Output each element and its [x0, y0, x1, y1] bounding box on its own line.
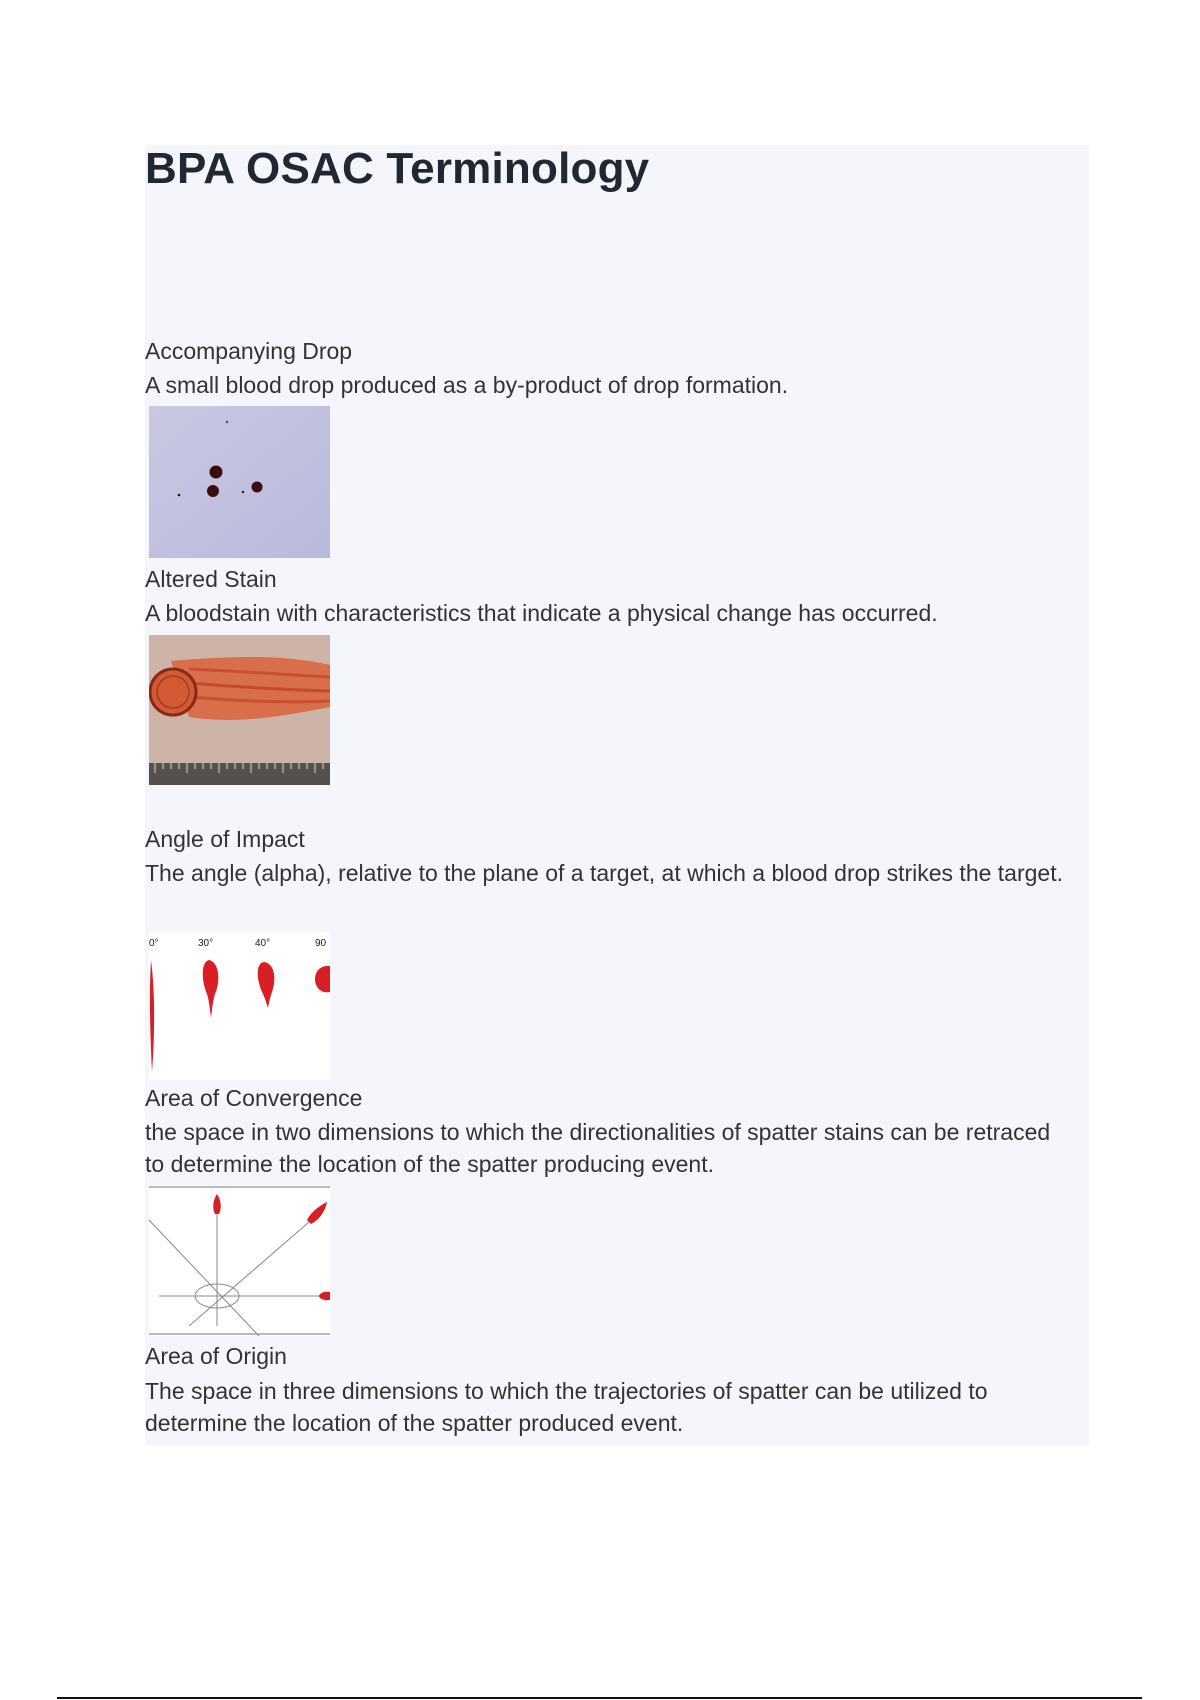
- definition-area-of-convergence: the space in two dimensions to which the directionalities of spatter stains can be retraced to determine the location of the spatter producing event.: [145, 1119, 1051, 1177]
- term-angle-of-impact: Angle of Impact: [145, 826, 305, 852]
- angle-of-impact-drawing: [149, 932, 330, 1080]
- definition-accompanying-drop: A small blood drop produced as a by-product of drop formation.: [145, 372, 789, 398]
- bottom-divider: [57, 1697, 1142, 1699]
- angle-label-30: 30°: [198, 938, 214, 949]
- angle-label-0: 0°: [149, 938, 159, 949]
- altered-stain-photo-drawing: [149, 635, 330, 785]
- term-area-of-convergence: Area of Convergence: [145, 1085, 363, 1111]
- term-area-of-origin: Area of Origin: [145, 1343, 287, 1369]
- page-title: BPA OSAC Terminology: [145, 144, 650, 193]
- definition-altered-stain: A bloodstain with characteristics that indicate a physical change has occurred.: [145, 600, 938, 626]
- definition-angle-of-impact: The angle (alpha), relative to the plane of a target, at which a blood drop strikes the target.: [145, 860, 1063, 886]
- angle-of-impact-diagram: [149, 932, 330, 1080]
- definition-area-of-origin: The space in three dimensions to which the trajectories of spatter can be utilized to determine the location of the spatter produced event.: [145, 1378, 988, 1436]
- convergence-drawing: [149, 1186, 330, 1336]
- accompanying-drop-photo-drawing: [149, 406, 330, 558]
- angle-label-90: 90: [315, 938, 327, 949]
- angle-label-40: 40°: [255, 938, 271, 949]
- accompanying-drop-photo: [149, 406, 330, 558]
- convergence-diagram: [149, 1186, 330, 1336]
- altered-stain-photo: [149, 635, 330, 785]
- term-altered-stain: Altered Stain: [145, 566, 277, 592]
- term-accompanying-drop: Accompanying Drop: [145, 338, 353, 364]
